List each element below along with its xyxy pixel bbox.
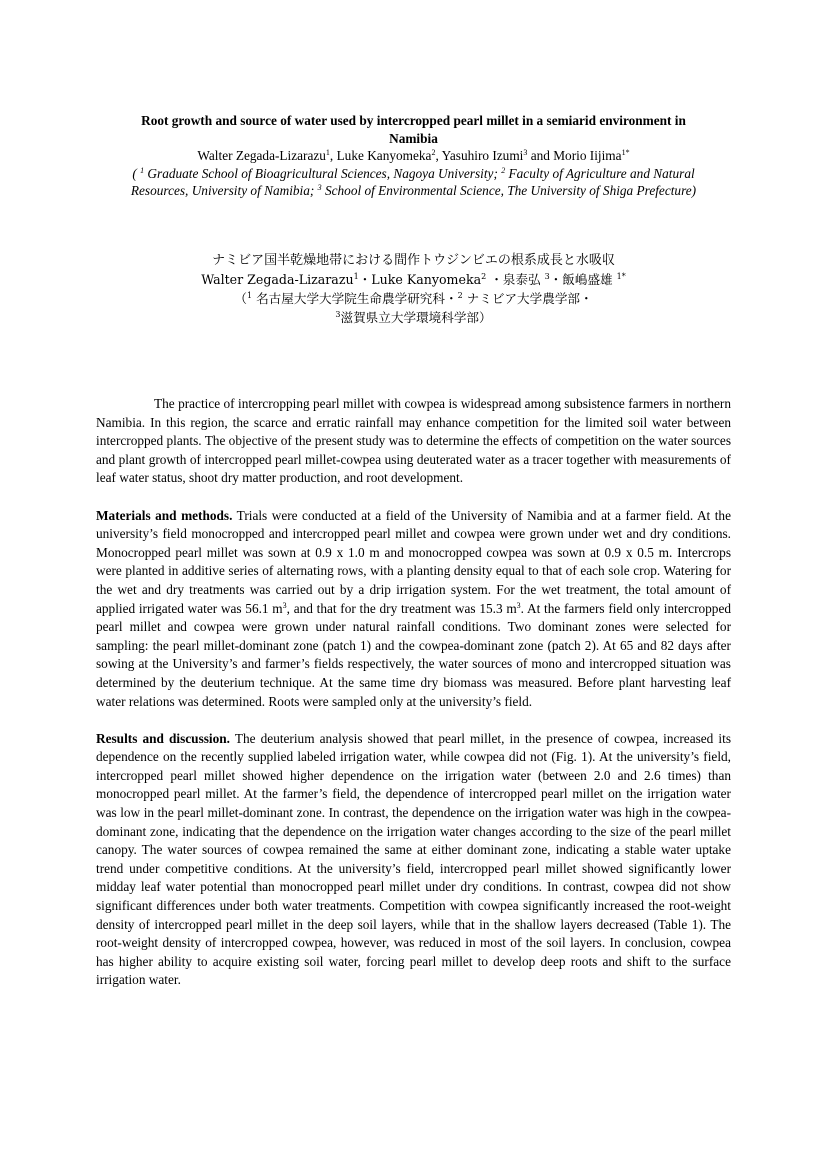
affiliation-text: School of Environmental Science, The University of Shiga Prefecture): [321, 183, 697, 198]
author-affiliation-mark: 1: [325, 148, 330, 157]
author-list: [120, 147, 707, 165]
paper-title: Root growth and source of water used by intercropped pearl millet in a semiarid environment in Namibia: [141, 113, 686, 146]
author-affiliation-mark: 2: [481, 272, 487, 281]
affiliation-mark: 3: [335, 310, 341, 319]
author-separator: and: [527, 148, 554, 163]
author-name: ・飯嶋盛雄: [549, 272, 617, 287]
author-separator: ,: [329, 148, 337, 163]
affiliation-text: Faculty of Agriculture and Natural Resources, University of Namibia;: [130, 165, 695, 198]
japanese-affiliation-list: [120, 289, 707, 327]
affiliation-text: Graduate School of Bioagricultural Sciences, Nagoya University;: [144, 165, 502, 181]
methods-text: . At the farmers field only intercropped pearl millet and cowpea were grown under natural rainfall conditions. Two dominant zones were selected for sampling: the pearl millet-dominant zone (patch 1) and the cowpea-dominant zone (patch 2). At 65 and 82 days after sowing at the University’s and farmer’s fields respectively, the water sources of mono and intercropped situation was determined by the deuterium technique. At the same time dry biomass was measured. Before plant harvesting leaf water relations was determined. Roots were sampled only at the university’s field.: [96, 600, 731, 709]
author-name: Walter Zegada-Lizarazu: [201, 272, 354, 287]
author-name: Luke Kanyomeka: [336, 148, 432, 163]
unit-superscript: 3: [516, 600, 521, 610]
unit-superscript: 3: [282, 600, 287, 610]
affiliation-open-paren: (: [132, 165, 141, 181]
affiliation-open-paren: （: [234, 291, 247, 306]
methods-heading: Materials and methods.: [96, 507, 233, 523]
author-affiliation-mark: 3: [523, 148, 528, 157]
affiliation-mark: 1: [246, 291, 253, 300]
methods-text: Trials were conducted at a field of the University of Namibia and at a farmer field. At the university’s field monocropped and intercropped pearl millet and cowpea were grown under wet and dry conditions. Monocropped pearl millet was sown at 0.9 x 1.0 m and monocropped cowpea was sown at 0.9 x 0.5 m. Intercrops were planted in additive series of alternating rows, with a planting density equal to that of each sole crop. Watering for the wet and dry treatments was carried out by a drip irrigation system. For the wet treatment, the total amount of applied irrigated water was 56.1 m: [96, 507, 731, 616]
author-affiliation-mark: 1*: [621, 148, 630, 157]
author-separator: ,: [435, 148, 442, 163]
results-heading: Results and discussion.: [96, 730, 230, 746]
author-affiliation-mark: 2: [431, 148, 436, 157]
affiliation-mark: 3: [317, 183, 322, 192]
affiliation-mark: 2: [457, 291, 463, 300]
japanese-title: ナミビア国半乾燥地帯における間作トウジンビエの根系成長と水吸収: [212, 253, 615, 268]
author-name: Yasuhiro Izumi: [441, 148, 524, 163]
intro-paragraph: The practice of intercropping pearl millet with cowpea is widespread among subsistence farmers in northern Namibia. In this region, the scarce and erratic rainfall may enhance competition for the limited soil water between intercropped plants. The objective of the present study was to determine the effects of competition on the water sources and plant growth of intercropped pearl millet-cowpea using deuterated water as a tracer together with measurements of leaf water status, shoot dry matter production, and root development.: [96, 396, 731, 486]
affiliation-text: 滋賀県立大学環境科学部）: [340, 310, 492, 325]
results-paragraph: [96, 730, 731, 990]
author-affiliation-mark: 1*: [616, 272, 626, 281]
methods-text: , and that for the dry treatment was 15.3 m: [286, 600, 517, 616]
affiliation-list: [120, 165, 707, 200]
author-affiliation-mark: 1: [353, 272, 359, 281]
affiliation-text: 名古屋大学大学院生命農学研究科・: [252, 291, 458, 306]
affiliation-mark: 1: [140, 165, 145, 175]
results-text: The deuterium analysis showed that pearl millet, in the presence of cowpea, increased its dependence on the recently supplied labeled irrigation water, while cowpea did not (Fig. 1). At the university’s field, intercropped pearl millet showed higher dependence on the irrigation water (between 2.0 and 2.6 times) than monocropped pearl millet. At the farmer’s field, the dependence of intercropped pearl millet on the irrigation water was low in the pearl millet-dominant zone. In contrast, the dependence on the irrigation water was high in the cowpea-dominant zone, indicating that the dependence on the irrigation water changes according to the size of the pearl millet canopy. The water sources of cowpea remained the same at either dominant zone, indicating a stable water uptake trend under competitive conditions. At the university’s field, intercropped pearl millet showed significantly lower midday leaf water potential than monocropped pearl millet under dry conditions. In contrast, cowpea did not show significant differences under both water treatments. Competition with cowpea significantly increased the root-weight density of intercropped pearl millet in the deep soil layers, while that in the shallow layers decreased (Table 1). The root-weight density of intercropped cowpea, however, was reduced in most of the soil layers. In conclusion, cowpea has higher ability to acquire existing soil water, forcing pearl millet to develop deep roots and shift to the surface irrigation water.: [96, 730, 731, 988]
paper-body: [96, 395, 731, 1009]
author-affiliation-mark: 3: [544, 272, 550, 281]
japanese-author-list: [120, 270, 707, 289]
affiliation-text: ナミビア大学農学部・: [462, 291, 593, 306]
methods-paragraph: [96, 507, 731, 712]
affiliation-mark: 2: [501, 165, 506, 175]
author-name: Morio Iijima: [553, 148, 622, 163]
author-name: ・Luke Kanyomeka: [358, 272, 482, 287]
english-header: [120, 112, 707, 200]
author-name: ・泉泰弘: [486, 272, 545, 287]
author-name: Walter Zegada-Lizarazu: [197, 148, 326, 163]
japanese-header: [120, 251, 707, 327]
